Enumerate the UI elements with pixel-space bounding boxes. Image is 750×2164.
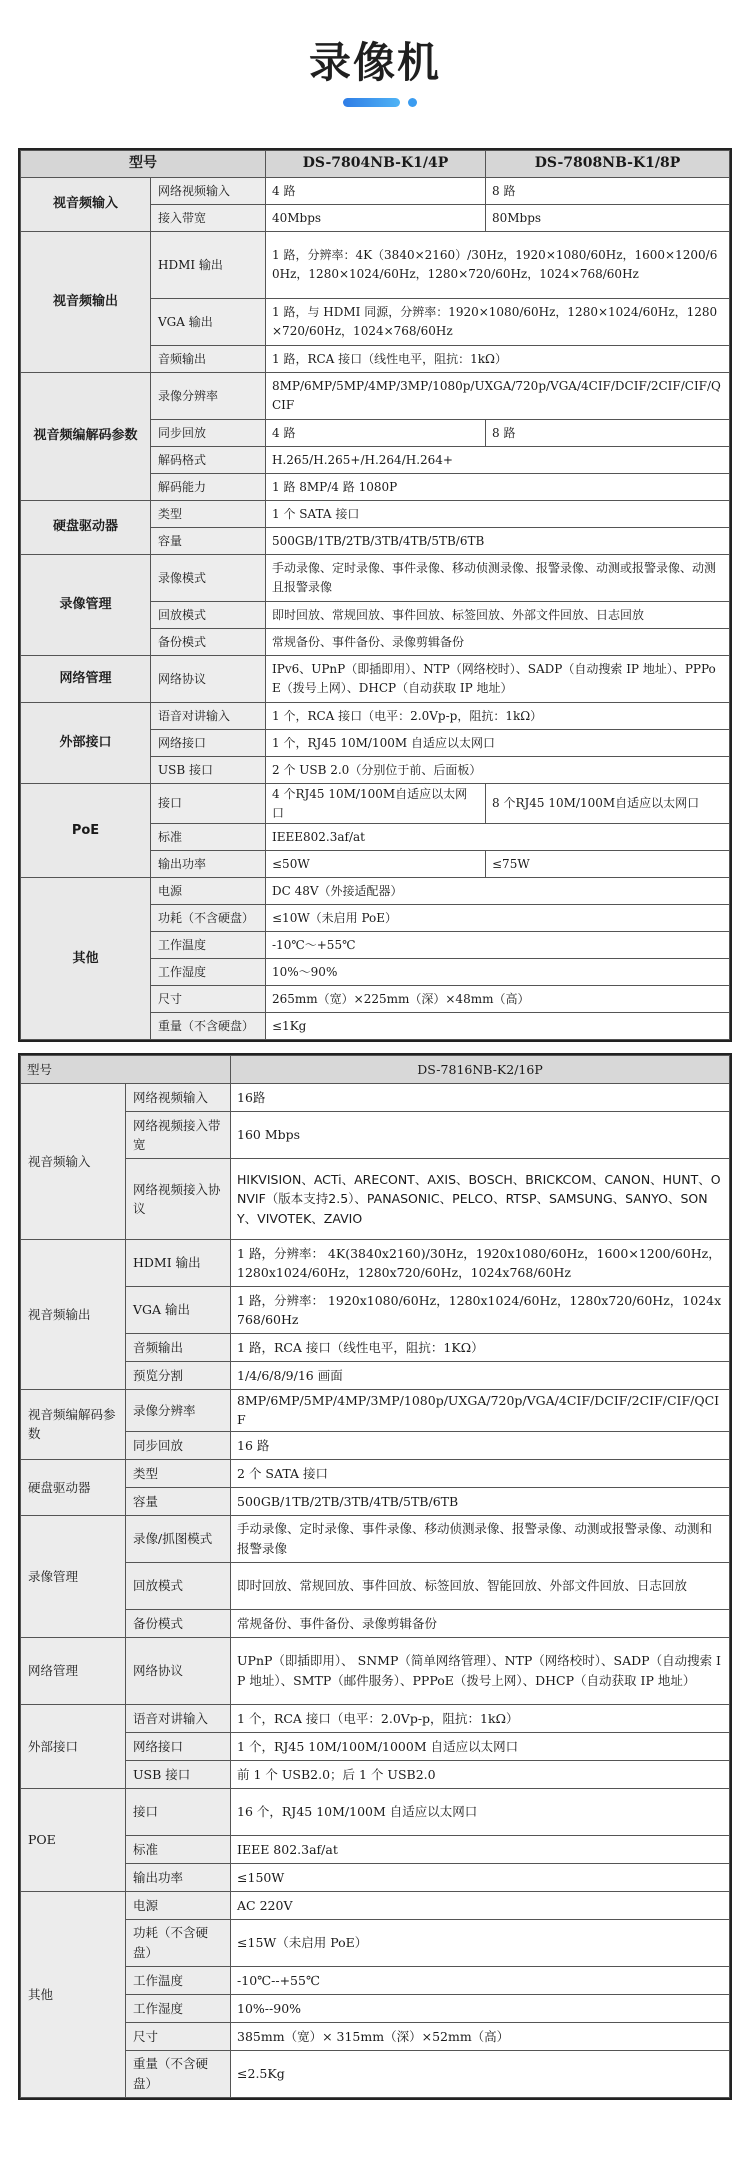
value-cell: IPv6、UPnP（即插即用）、NTP（网络校时）、SADP（自动搜索 IP 地址）、PPPoE（拨号上网）、DHCP（自动获取 IP 地址）	[266, 656, 730, 703]
value-cell: 265mm（宽）×225mm（深）×48mm（高）	[266, 986, 730, 1013]
value-cell: 1 个，RCA 接口（电平：2.0Vp-p，阻抗：1kΩ）	[266, 703, 730, 730]
value-cell: 即时回放、常规回放、事件回放、标签回放、智能回放、外部文件回放、日志回放	[231, 1562, 730, 1609]
value-a: ≤50W	[266, 851, 486, 878]
item-label: 重量（不含硬盘）	[151, 1013, 266, 1040]
value-cell: 手动录像、定时录像、事件录像、移动侦测录像、报警录像、动测或报警录像、动测且报警录像	[266, 555, 730, 602]
table-row	[21, 1835, 730, 1863]
item-label: VGA 输出	[126, 1287, 231, 1334]
item-label: 预览分割	[126, 1362, 231, 1390]
table-row	[21, 373, 730, 420]
item-label: 语音对讲输入	[126, 1704, 231, 1732]
value-cell: 1/4/6/8/9/16 画面	[231, 1362, 730, 1390]
table-row	[21, 784, 730, 824]
table-row	[21, 1704, 730, 1732]
item-label: 录像分辨率	[126, 1390, 231, 1432]
table-row	[21, 1562, 730, 1609]
table-row	[21, 1084, 730, 1112]
item-label: 备份模式	[151, 629, 266, 656]
value-cell: ≤2.5Kg	[231, 2050, 730, 2097]
table-row	[21, 1334, 730, 1362]
value-cell: 10%～90%	[266, 959, 730, 986]
table-row	[21, 1240, 730, 1287]
value-a: 4 路	[266, 420, 486, 447]
spec-table-k1	[18, 148, 732, 1042]
category-cell: 网络管理	[21, 656, 151, 703]
table-row	[21, 2022, 730, 2050]
value-cell: 1 路，RCA 接口（线性电平，阻抗：1KΩ）	[231, 1334, 730, 1362]
value-b: 8 路	[486, 420, 730, 447]
item-label: HDMI 输出	[126, 1240, 231, 1287]
item-label: 音频输出	[151, 346, 266, 373]
item-label: 回放模式	[151, 602, 266, 629]
item-label: 类型	[126, 1459, 231, 1487]
item-label: HDMI 输出	[151, 232, 266, 299]
table-row	[21, 178, 730, 205]
item-label: 容量	[126, 1487, 231, 1515]
item-label: 输出功率	[151, 851, 266, 878]
value-b: 80Mbps	[486, 205, 730, 232]
item-label: 回放模式	[126, 1562, 231, 1609]
table-row	[21, 232, 730, 299]
value-cell: 385mm（宽）× 315mm（深）×52mm（高）	[231, 2022, 730, 2050]
item-label: 电源	[126, 1891, 231, 1919]
table-row	[21, 1362, 730, 1390]
value-cell: 常规备份、事件备份、录像剪辑备份	[266, 629, 730, 656]
value-cell: 1 路，RCA 接口（线性电平，阻抗：1kΩ）	[266, 346, 730, 373]
item-label: 解码格式	[151, 447, 266, 474]
item-label: 工作温度	[151, 932, 266, 959]
category-cell: 网络管理	[21, 1637, 126, 1704]
item-label: 网络协议	[126, 1637, 231, 1704]
value-cell: 常规备份、事件备份、录像剪辑备份	[231, 1609, 730, 1637]
table-header-row	[21, 1056, 730, 1084]
category-cell: 外部接口	[21, 703, 151, 784]
value-cell: ≤150W	[231, 1863, 730, 1891]
item-label: 容量	[151, 528, 266, 555]
table-row	[21, 1287, 730, 1334]
value-b: ≤75W	[486, 851, 730, 878]
value-cell: 500GB/1TB/2TB/3TB/4TB/5TB/6TB	[266, 528, 730, 555]
category-cell: 视音频输出	[21, 1240, 126, 1390]
value-cell: 16 个，RJ45 10M/100M 自适应以太网口	[231, 1788, 730, 1835]
table-row	[21, 1112, 730, 1159]
title-underline-dot	[408, 98, 417, 107]
table-row	[21, 1788, 730, 1835]
category-cell: 硬盘驱动器	[21, 501, 151, 555]
category-cell: 硬盘驱动器	[21, 1459, 126, 1515]
table-row	[21, 2050, 730, 2097]
value-cell: 1 路，分辨率： 1920x1080/60Hz，1280x1024/60Hz，1280x720/60Hz，1024x768/60Hz	[231, 1287, 730, 1334]
category-cell: 视音频编解码参数	[21, 1390, 126, 1460]
value-b: 8 路	[486, 178, 730, 205]
header-model: DS-7816NB-K2/16P	[231, 1056, 730, 1084]
item-label: 备份模式	[126, 1609, 231, 1637]
item-label: 网络视频接入带宽	[126, 1112, 231, 1159]
value-cell: 1 路 8MP/4 路 1080P	[266, 474, 730, 501]
table-row	[21, 1431, 730, 1459]
category-cell: 录像管理	[21, 1515, 126, 1637]
item-label: 网络视频输入	[126, 1084, 231, 1112]
spec-table-k2	[18, 1053, 732, 2100]
value-cell: 1 个，RJ45 10M/100M 自适应以太网口	[266, 730, 730, 757]
item-label: 接口	[151, 784, 266, 824]
item-label: USB 接口	[126, 1760, 231, 1788]
table-row	[21, 555, 730, 602]
value-cell: AC 220V	[231, 1891, 730, 1919]
item-label: 网络接口	[126, 1732, 231, 1760]
header-label: 型号	[21, 1056, 231, 1084]
value-cell: 10%--90%	[231, 1994, 730, 2022]
header-model-a: DS-7804NB-K1/4P	[266, 151, 486, 178]
item-label: 类型	[151, 501, 266, 528]
value-cell: 即时回放、常规回放、事件回放、标签回放、外部文件回放、日志回放	[266, 602, 730, 629]
category-cell: 外部接口	[21, 1704, 126, 1788]
item-label: 录像/抓图模式	[126, 1515, 231, 1562]
item-label: USB 接口	[151, 757, 266, 784]
item-label: 工作湿度	[151, 959, 266, 986]
value-a: 4 个RJ45 10M/100M自适应以太网口	[266, 784, 486, 824]
value-cell: 前 1 个 USB2.0；后 1 个 USB2.0	[231, 1760, 730, 1788]
category-cell: 录像管理	[21, 555, 151, 656]
table-row	[21, 1637, 730, 1704]
table-header-row	[21, 151, 730, 178]
value-cell: 1 路，分辨率：4K（3840×2160）/30Hz，1920×1080/60Hz，1600×1200/60Hz，1280×1024/60Hz，1280×720/60Hz，1024×768/60Hz	[266, 232, 730, 299]
value-cell: 160 Mbps	[231, 1112, 730, 1159]
value-cell: 1 路，与 HDMI 同源，分辨率：1920×1080/60Hz，1280×1024/60Hz，1280×720/60Hz，1024×768/60Hz	[266, 299, 730, 346]
item-label: 网络接口	[151, 730, 266, 757]
value-cell: -10℃--+55℃	[231, 1966, 730, 1994]
category-cell: 视音频输入	[21, 1084, 126, 1240]
table-row	[21, 501, 730, 528]
value-cell: 2 个 USB 2.0（分别位于前、后面板）	[266, 757, 730, 784]
item-label: 尺寸	[126, 2022, 231, 2050]
value-cell: IEEE 802.3af/at	[231, 1835, 730, 1863]
value-cell: 8MP/6MP/5MP/4MP/3MP/1080p/UXGA/720p/VGA/4CIF/DCIF/2CIF/CIF/QCIF	[231, 1390, 730, 1432]
value-cell: 1 个 SATA 接口	[266, 501, 730, 528]
table-row	[21, 1459, 730, 1487]
item-label: 接入带宽	[151, 205, 266, 232]
value-cell: 2 个 SATA 接口	[231, 1459, 730, 1487]
value-cell: 1 个，RJ45 10M/100M/1000M 自适应以太网口	[231, 1732, 730, 1760]
item-label: 同步回放	[151, 420, 266, 447]
value-cell: UPnP（即插即用）、 SNMP（简单网络管理）、NTP（网络校时）、SADP（自动搜索 IP 地址）、SMTP（邮件服务）、PPPoE（拨号上网）、DHCP（自动获取 IP 地址）	[231, 1637, 730, 1704]
item-label: 网络视频输入	[151, 178, 266, 205]
table-row	[21, 1863, 730, 1891]
table-row	[21, 703, 730, 730]
item-label: 音频输出	[126, 1334, 231, 1362]
value-cell: 16 路	[231, 1431, 730, 1459]
table-row	[21, 1732, 730, 1760]
table-row	[21, 1760, 730, 1788]
table-row	[21, 1994, 730, 2022]
item-label: 功耗（不含硬盘）	[151, 905, 266, 932]
value-cell: -10℃～+55℃	[266, 932, 730, 959]
value-cell: 手动录像、定时录像、事件录像、移动侦测录像、报警录像、动测或报警录像、动测和报警录像	[231, 1515, 730, 1562]
category-cell: 视音频编解码参数	[21, 373, 151, 501]
item-label: 标准	[151, 824, 266, 851]
item-label: 电源	[151, 878, 266, 905]
value-cell: IEEE802.3af/at	[266, 824, 730, 851]
item-label: 网络视频接入协议	[126, 1159, 231, 1240]
item-label: 同步回放	[126, 1431, 231, 1459]
item-label: 标准	[126, 1835, 231, 1863]
table-row	[21, 1966, 730, 1994]
item-label: 解码能力	[151, 474, 266, 501]
category-cell: 其他	[21, 1891, 126, 2097]
item-label: 输出功率	[126, 1863, 231, 1891]
value-a: 4 路	[266, 178, 486, 205]
item-label: 重量（不含硬盘）	[126, 2050, 231, 2097]
table-row	[21, 1609, 730, 1637]
value-cell: HIKVISION、ACTi、ARECONT、AXIS、BOSCH、BRICKCOM、CANON、HUNT、ONVIF（版本支持2.5）、PANASONIC、PELCO、RTSP、SAMSUNG、SANYO、SONY、VIVOTEK、ZAVIO	[231, 1159, 730, 1240]
value-cell: 1 路，分辨率： 4K(3840x2160)/30Hz，1920x1080/60Hz，1600×1200/60Hz，1280x1024/60Hz，1280x720/60Hz，1024x768/60Hz	[231, 1240, 730, 1287]
category-cell: 视音频输出	[21, 232, 151, 373]
item-label: 接口	[126, 1788, 231, 1835]
table-row	[21, 1159, 730, 1240]
category-cell: 视音频输入	[21, 178, 151, 232]
table-row	[21, 878, 730, 905]
table-row	[21, 1515, 730, 1562]
value-cell: 1 个，RCA 接口（电平：2.0Vp-p，阻抗：1kΩ）	[231, 1704, 730, 1732]
category-cell: 其他	[21, 878, 151, 1040]
table-row	[21, 1390, 730, 1432]
table-row	[21, 1891, 730, 1919]
header-label: 型号	[21, 151, 266, 178]
item-label: 尺寸	[151, 986, 266, 1013]
item-label: 工作湿度	[126, 1994, 231, 2022]
value-cell: ≤15W（未启用 PoE）	[231, 1919, 730, 1966]
value-cell: ≤10W（未启用 PoE）	[266, 905, 730, 932]
table-row	[21, 1919, 730, 1966]
value-b: 8 个RJ45 10M/100M自适应以太网口	[486, 784, 730, 824]
item-label: 录像模式	[151, 555, 266, 602]
item-label: 语音对讲输入	[151, 703, 266, 730]
header-model-b: DS-7808NB-K1/8P	[486, 151, 730, 178]
category-cell: PoE	[21, 784, 151, 878]
value-cell: DC 48V（外接适配器）	[266, 878, 730, 905]
item-label: 工作温度	[126, 1966, 231, 1994]
value-cell: 16路	[231, 1084, 730, 1112]
item-label: 网络协议	[151, 656, 266, 703]
page-title: 录像机	[308, 38, 441, 87]
item-label: 功耗（不含硬盘）	[126, 1919, 231, 1966]
category-cell: POE	[21, 1788, 126, 1891]
item-label: 录像分辨率	[151, 373, 266, 420]
table-row	[21, 1487, 730, 1515]
value-cell: 8MP/6MP/5MP/4MP/3MP/1080p/UXGA/720p/VGA/4CIF/DCIF/2CIF/CIF/QCIF	[266, 373, 730, 420]
value-cell: H.265/H.265+/H.264/H.264+	[266, 447, 730, 474]
table-row	[21, 656, 730, 703]
title-underline-bar	[343, 98, 400, 107]
item-label: VGA 输出	[151, 299, 266, 346]
value-cell: ≤1Kg	[266, 1013, 730, 1040]
value-a: 40Mbps	[266, 205, 486, 232]
value-cell: 500GB/1TB/2TB/3TB/4TB/5TB/6TB	[231, 1487, 730, 1515]
